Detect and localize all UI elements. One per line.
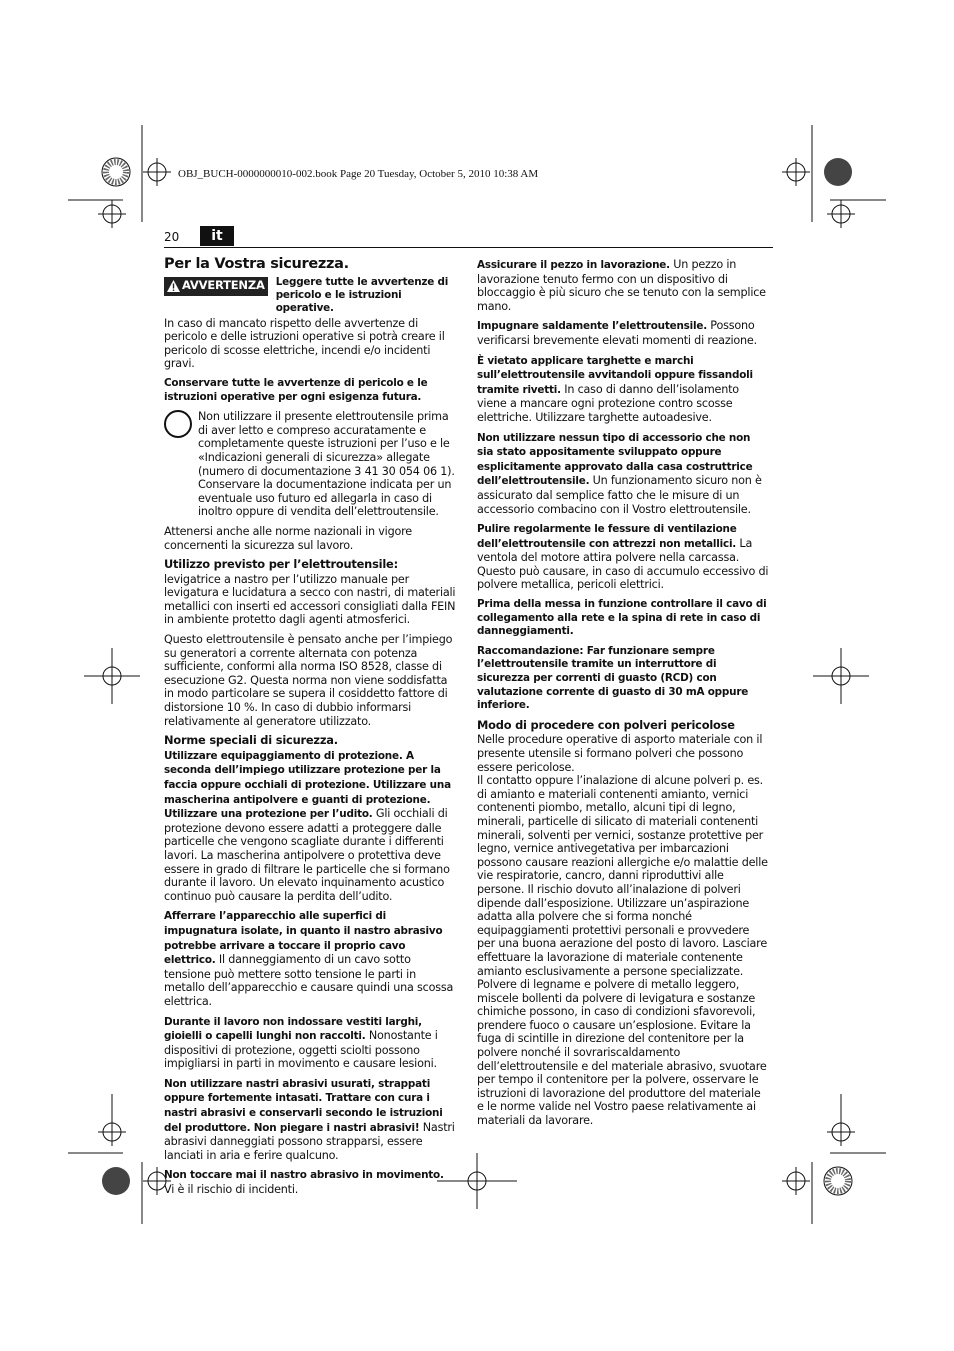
text: La ventola del motore attira polvere nella carcassa. Questo può causare, in caso di accumulo eccessivo di polvere metallica, pericoli elettrici.	[477, 536, 769, 592]
bold-lead: Non toccare mai il nastro abrasivo in movimento.	[164, 1169, 444, 1182]
paragraph	[477, 319, 769, 347]
bold-lead: Afferrare l’apparecchio alle superfici di impugnatura isolate, in quanto il nastro abrasivo potrebbe arrivare a toccare il proprio cavo elettrico.	[164, 910, 443, 967]
language-tab: it	[200, 226, 234, 246]
warning-label: AVVERTENZA	[182, 278, 265, 293]
paragraph	[164, 1077, 456, 1163]
bold-lead: Pulire regolarmente le fessure di ventilazione dell’elettroutensile con attrezzi non metallici.	[477, 523, 737, 550]
text: Il danneggiamento di un cavo sotto tensione può mettere sotto tensione le parti in metallo dell’apparecchio e causare quindi una scossa elettrica.	[164, 953, 454, 1008]
text: Possono verificarsi brevemente elevati momenti di reazione.	[477, 319, 757, 347]
bold-paragraph: Prima della messa in funzione controllare il cavo di collegamento alla rete e la spina di rete in caso di danneggiamenti.	[477, 598, 767, 638]
bold-lead: Assicurare il pezzo in lavorazione.	[477, 259, 670, 271]
paragraph	[164, 749, 456, 904]
text: Un pezzo in lavorazione tenuto fermo con un dispositivo di bloccaggio è più sicuro che se tenuto con la semplice mano.	[477, 258, 766, 313]
paragraph	[164, 1168, 456, 1196]
subheading-norme: Norme speciali di sicurezza.	[164, 733, 338, 748]
warning-triangle-icon	[167, 280, 180, 292]
page-number: 20	[164, 230, 180, 244]
paragraph	[477, 354, 769, 425]
text: Vi è il rischio di incidenti.	[164, 1183, 299, 1197]
paragraph	[477, 258, 769, 313]
paragraph	[477, 522, 769, 592]
warning-text: Leggere tutte le avvertenze di pericolo e le istruzioni operative.	[275, 275, 449, 314]
paragraph: Nelle procedure operative di asporto materiale con il presente utensile si formano polveri che possono essere pericolose.	[477, 733, 763, 774]
subheading-polveri: Modo di procedere con polveri pericolose	[477, 717, 735, 732]
text: In caso di danno dell’isolamento viene a mancare ogni protezione contro scosse elettriche. Utilizzare targhette autoadesive.	[477, 382, 739, 424]
file-info-header: OBJ_BUCH-0000000010-002.book Page 20 Tuesday, October 5, 2010 10:38 AM	[178, 168, 539, 180]
paragraph	[164, 1015, 456, 1071]
text: Gli occhiali di protezione devono essere adatti a proteggere dalle particelle che vengono scagliate durante i differenti lavori. La mascherina antipolvere o protettiva deve essere in grado di filtrare le particelle che si formano durante il lavoro. Un elevato inquinamento acustico continuo può causare la perdita dell’udito.	[164, 807, 450, 903]
right-column	[477, 258, 769, 1134]
read-manual-block	[164, 410, 456, 525]
bold-lead: Impugnare saldamente l’elettroutensile.	[477, 320, 707, 333]
paragraph: Polvere di legname e polvere di metallo leggero, miscele bollenti da polvere di levigatura e sostanze chimiche possono, in caso di condizioni sfavorevoli, prendere fuoco o causare un’esplosione. Evitare la fuga di scintille in direzione del contenitore per la polvere nonché il sovrariscaldamento dell’elettroutensile e del materiale abrasivo, svuotare per tempo il contenitore per la polvere, osservare le istruzioni di lavorazione del produttore del materiale e le norme valide nel Vostro paese relativamente ai materiali da lavorare.	[477, 978, 767, 1128]
text: Un funzionamento sicuro non è assicurato dal semplice fatto che le misure di un accessorio combacino con il Vostro elettroutensile.	[477, 474, 762, 516]
paragraph: levigatrice a nastro per l’utilizzo manuale per levigatura e lucidatura a secco con nastri, di materiali metallici con inserti ed accessori consigliati dalla FEIN in ambiente protetto dagli agenti atmosferici.	[164, 572, 456, 627]
bold-lead: Non utilizzare nessun tipo di accessorio che non sia stato appositamente sviluppato oppure esplicitamente approvato dalla casa costruttrice dell’elettroutensile.	[477, 431, 753, 488]
bold-lead: Utilizzare equipaggiamento di protezione. A seconda dell’impiego utilizzare protezione per la faccia oppure occhiali di protezione. Utilizzare una mascherina antipolvere e guanti di protezione. Utilizzare una protezione per l’udito.	[164, 749, 451, 821]
paragraph: In caso di mancato rispetto delle avvertenze di pericolo e delle istruzioni operative si potrà creare il pericolo di scosse elettriche, incendi e/o incidenti gravi.	[164, 316, 445, 371]
text: Nastri abrasivi danneggiati possono strapparsi, essere lanciati in aria e ferire qualcuno.	[164, 1120, 455, 1162]
paragraph: Attenersi anche alle norme nazionali in vigore concernenti la sicurezza sul lavoro.	[164, 524, 412, 552]
bold-paragraph: Conservare tutte le avvertenze di pericolo e le istruzioni operative per ogni esigenza futura.	[164, 376, 428, 403]
header-rule	[164, 247, 773, 248]
paragraph: Non utilizzare il presente elettroutensile prima di aver letto e compreso accuratamente e completamente queste istruzioni per l’uso e le «Indicazioni generali di sicurezza» allegate (numero di documentazione 3 41 30 054 06 1). Conservare la documentazione indicata per un eventuale uso futuro ed allegarla in caso di inoltro oppure di vendita dell’elettroutensile.	[198, 410, 455, 519]
bold-lead: Non utilizzare nastri abrasivi usurati, strappati oppure fortemente intasati. Trattare con cura i nastri abrasivi e conservarli secondo le istruzioni del produttore. Non piegare i nastri abrasivi!	[164, 1077, 443, 1134]
left-column	[164, 258, 456, 1203]
warning-block	[164, 276, 456, 315]
paragraph	[164, 909, 456, 1008]
subheading-use: Utilizzo previsto per l’elettroutensile:	[164, 557, 398, 572]
bold-lead: È vietato applicare targhette e marchi sull’elettroutensile avvitandoli oppure fissandoli tramite rivetti.	[477, 354, 753, 396]
paragraph	[477, 431, 769, 517]
warning-badge	[164, 277, 268, 296]
paragraph: Questo elettroutensile è pensato anche per l’impiego su generatori a corrente alternata con potenza sufficiente, conformi alla norma ISO 8528, classe di esecuzione G2. Questa norma non viene soddisfatta in modo particolare se supera il cosiddetto fattore di distorsione 10 %. In caso di dubbio informarsi relativamente al generatore utilizzato.	[164, 633, 453, 728]
section-title: Per la Vostra sicurezza.	[164, 256, 349, 272]
paragraph: Il contatto oppure l’inalazione di alcune polveri p. es. di amianto e materiali contenenti amianto, vernici contenenti piombo, metallo, alcuni tipi di legno, minerali, particelle di silicato di materiali contenenti minerali, solventi per vernici, sostanze protettive per legno, vernice antivegetativa per imbarcazioni possono causare reazioni allergiche e/o malattie delle vie respiratorie, cancro, danni riproduttivi alle persone. Il rischio dovuto all’inalazione di polveri dipende dall’esposizione. Utilizzare un’aspirazione adatta alla polvere che si forma nonché equipaggiamenti protettivi personali e provvedere per una buona aerazione del posto di lavoro. Lasciare effettuare la lavorazione di materiale contenente amianto esclusivamente a persone specializzate.	[477, 774, 768, 978]
text: Nonostante i dispositivi di protezione, oggetti sciolti possono impigliarsi in parti in movimento e causare lesioni.	[164, 1029, 438, 1071]
read-manual-icon	[164, 410, 192, 438]
bold-lead: Durante il lavoro non indossare vestiti larghi, gioielli o capelli lunghi non raccolti.	[164, 1015, 422, 1043]
bold-paragraph: Raccomandazione: Far funzionare sempre l’elettroutensile tramite un interruttore di sicurezza per correnti di guasto (RCD) con valutazione corrente di guasto di 30 mA oppure inferiore.	[477, 644, 749, 712]
